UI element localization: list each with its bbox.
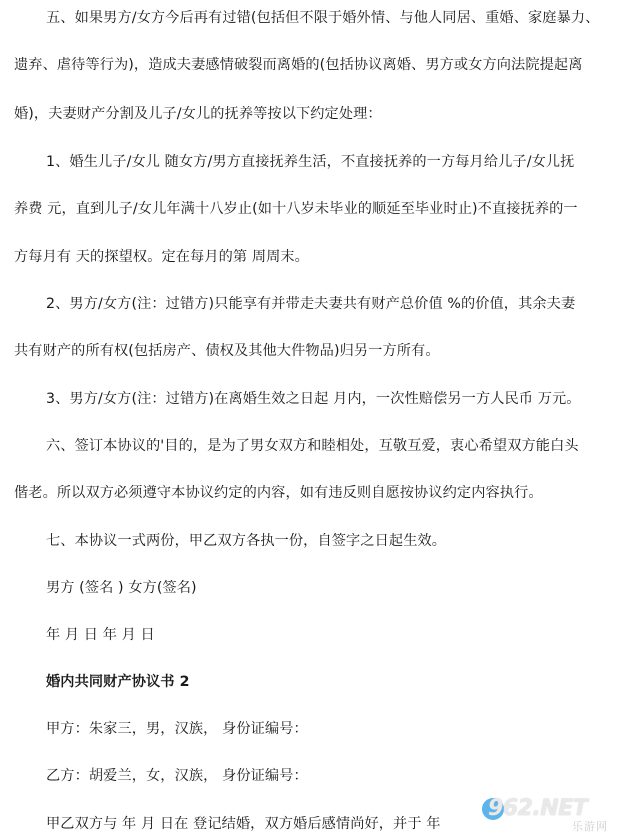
watermark-main-text: 962.NET [488, 796, 588, 821]
text-line: 方每月有 天的探望权。定在每月的第 周周末。 [14, 249, 309, 265]
text-line: 偕老。所以双方必须遵守本协议约定的内容，如有违反则自愿按协议约定内容执行。 [14, 485, 543, 501]
signature-line: 男方 (签名 ) 女方(签名) [46, 580, 197, 596]
text-line: 1、婚生儿子/女儿 随女方/男方直接抚养生活，不直接抚养的一方每月给儿子/女儿抚 [46, 154, 575, 170]
text-line: 共有财产的所有权(包括房产、债权及其他大件物品)归另一方所有。 [14, 343, 440, 359]
text-line: 2、男方/女方(注：过错方)只能享有并带走夫妻共有财产总价值 %的价值，其余夫妻 [46, 296, 576, 312]
date-line: 年 月 日 年 月 日 [46, 627, 155, 643]
party-b-line: 乙方：胡爱兰，女，汉族， 身份证编号： [46, 768, 308, 784]
text-line: 甲乙双方与 年 月 日在 登记结婚，双方婚后感情尚好，并于 年 [46, 816, 441, 832]
text-line: 六、签订本协议的'目的，是为了男女双方和睦相处，互敬互爱，衷心希望双方能白头 [46, 438, 579, 454]
text-line: 遗弃、虐待等行为)，造成夫妻感情破裂而离婚的(包括协议离婚、男方或女方向法院提起离 [14, 57, 583, 73]
party-a-line: 甲方：朱家三，男，汉族， 身份证编号： [46, 721, 308, 737]
text-line: 婚)，夫妻财产分割及儿子/女儿的抚养等按以下约定处理： [14, 106, 382, 122]
site-watermark [482, 796, 614, 836]
watermark-sub-text: 乐游网 [572, 820, 608, 833]
section-heading: 婚内共同财产协议书 2 [46, 674, 190, 690]
text-line: 3、男方/女方(注：过错方)在离婚生效之日起 月内，一次性赔偿另一方人民币 万元。 [46, 391, 581, 407]
text-line: 七、本协议一式两份，甲乙双方各执一份，自签字之日起生效。 [46, 533, 447, 549]
text-line: 五、如果男方/女方今后再有过错(包括但不限于婚外情、与他人同居、重婚、家庭暴力、 [46, 10, 600, 26]
text-line: 养费 元，直到儿子/女儿年满十八岁止(如十八岁未毕业的顺延至毕业时止)不直接抚养的一 [14, 201, 578, 217]
